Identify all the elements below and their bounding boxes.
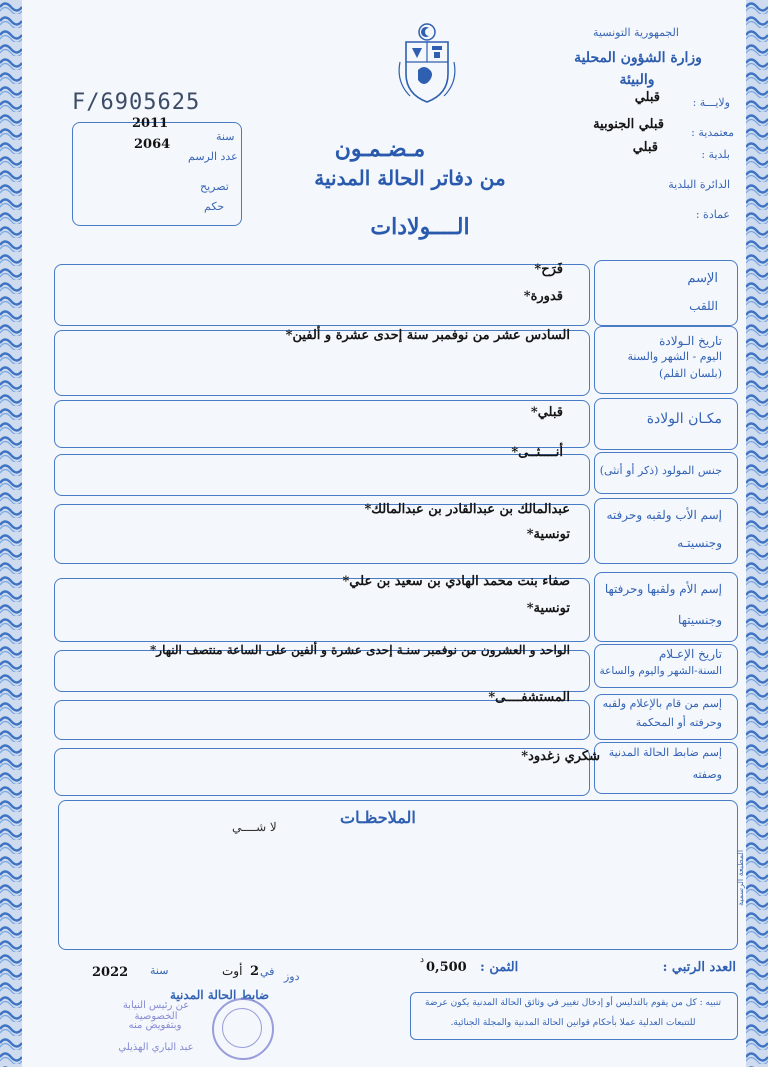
- delegation-label: معتمدية :: [691, 126, 734, 139]
- remarks-label: الملاحظـات: [340, 808, 416, 827]
- wilaya-label: ولايـــة :: [692, 96, 730, 109]
- sex-value-box: [54, 454, 590, 496]
- registry-number-value: 2064: [134, 137, 171, 152]
- stamp-line3: عبد الباري الهذيلي: [118, 1042, 194, 1053]
- last-name-value: قدورة*: [523, 289, 563, 304]
- left-border-pattern: [0, 0, 22, 1067]
- republic-label: الجمهورية التونسية: [593, 26, 679, 39]
- officer-label: إسم ضابط الحالة المدنية: [608, 746, 722, 759]
- declaration-date-label: تاريخ الإعـلام: [658, 647, 722, 661]
- declarant-label: إسم من قام بالإعلام ولقبه: [602, 697, 722, 710]
- birth-place-label: مكـان الولادة: [646, 411, 722, 427]
- sex-value: أنــــثــى*: [511, 445, 563, 460]
- ministry-line2: والبيئة: [619, 72, 655, 88]
- birth-date-sublabel2: (بلسان القلم): [659, 367, 722, 380]
- officer-label2: وصفته: [692, 768, 722, 781]
- first-name-value: فَرَح*: [534, 262, 563, 277]
- registry-year-value: 2011: [132, 116, 169, 131]
- delegation-value: قبلي الجنوبية: [593, 117, 664, 132]
- district-label: الدائرة البلدية: [668, 178, 730, 191]
- birth-place-value-box: [54, 400, 590, 448]
- price-label: الثمن :: [480, 960, 519, 975]
- birth-date-label: تاريخ الـولادة: [659, 334, 722, 348]
- officer-value-box: [54, 748, 590, 796]
- month-value: أوت: [222, 964, 243, 978]
- declaration-date-sublabel: السنة-الشهر واليوم والساعة: [599, 665, 722, 677]
- officer-title: ضابط الحالة المدنية: [170, 988, 270, 1002]
- remarks-value: لا شــــي: [232, 820, 277, 834]
- father-nationality-value: تونسية*: [526, 527, 570, 542]
- municipality-value: قبلي: [632, 140, 658, 155]
- municipality-label: بلدية :: [701, 148, 730, 161]
- mother-nationality-value: تونسية*: [526, 601, 570, 616]
- ministry-line1: وزارة الشؤون المحلية: [574, 50, 702, 66]
- birth-date-sublabel: اليوم - الشهر والسنة: [627, 350, 722, 363]
- notice-line1: تنبيه : كل من يقوم بالتدليس أو إدخال تغيير في وثائق الحالة المدنية يكون عرضة: [425, 998, 721, 1008]
- declarant-value-box: [54, 700, 590, 740]
- day-prefix: في: [260, 965, 275, 978]
- title-registers: من دفاتر الحالة المدنية: [314, 166, 506, 190]
- official-round-stamp-inner: [222, 1008, 262, 1048]
- serial-number: F/6905625: [72, 90, 201, 115]
- mother-label2: وجنسيتها: [678, 613, 722, 627]
- father-label: إسم الأب ولقبه وحرفته: [606, 508, 722, 522]
- stamp-line1: عن رئيس النيابة الخصوصية: [122, 1000, 190, 1022]
- serial-label: العدد الرتبي :: [662, 960, 736, 975]
- title-births: الــــولادات: [370, 214, 470, 240]
- year-value: 2022: [92, 965, 129, 980]
- notice-line2: للتتبعات العدلية عملا بأحكام قوانين الحالة المدنية والمجلة الجنائية.: [450, 1018, 696, 1028]
- year-label: سنة: [150, 964, 169, 977]
- tunisia-coat-of-arms-icon: [398, 22, 456, 104]
- declarant-label2: وحرفته أو المحكمة: [635, 716, 722, 729]
- last-name-label: اللقب: [689, 299, 718, 313]
- sex-label: جنس المولود (ذكر أو أنثى): [599, 464, 722, 477]
- judgment-label: حكم: [204, 200, 225, 213]
- stamp-line2: وبتفويض منه: [128, 1020, 182, 1031]
- first-name-label: الإسم: [687, 271, 718, 286]
- declaration-date-value: الواحد و العشرون من نوفمبر سنـة إحدى عشرة و ألفين على الساعة منتصف النهار*: [150, 643, 570, 657]
- price-unit: د: [420, 955, 425, 965]
- printer-label: المطبعة الرسمية: [736, 850, 745, 907]
- declarant-value: المستشفــــى*: [488, 690, 570, 705]
- father-label2: وجنسيتـه: [677, 536, 722, 550]
- price-value: 0,500: [426, 960, 467, 975]
- mother-value: صفاء بنت محمد الهادي بن سعيد بن علي*: [342, 574, 570, 589]
- place-label: دوز: [284, 970, 300, 983]
- birth-place-value: قبلي*: [530, 405, 563, 420]
- title-extract: مـضـمـون: [334, 136, 426, 162]
- birth-date-value: السادس عشر من نوفمبر سنة إحدى عشرة و ألفين*: [285, 328, 570, 343]
- day-value: 2: [250, 964, 260, 979]
- imada-label: عمادة :: [695, 208, 730, 221]
- mother-label: إسم الأم ولقبها وحرفتها: [604, 582, 722, 596]
- wilaya-value: قبلي: [634, 90, 660, 105]
- officer-value: شكري زغدود*: [521, 749, 600, 764]
- declaration-label: تصريح: [200, 180, 229, 193]
- name-value-box: [54, 264, 590, 326]
- registry-year-label: سنة: [216, 130, 235, 143]
- father-value: عبدالمالك بن عبدالقادر بن عبدالمالك*: [364, 502, 570, 517]
- registry-number-label: عدد الرسم: [188, 150, 238, 163]
